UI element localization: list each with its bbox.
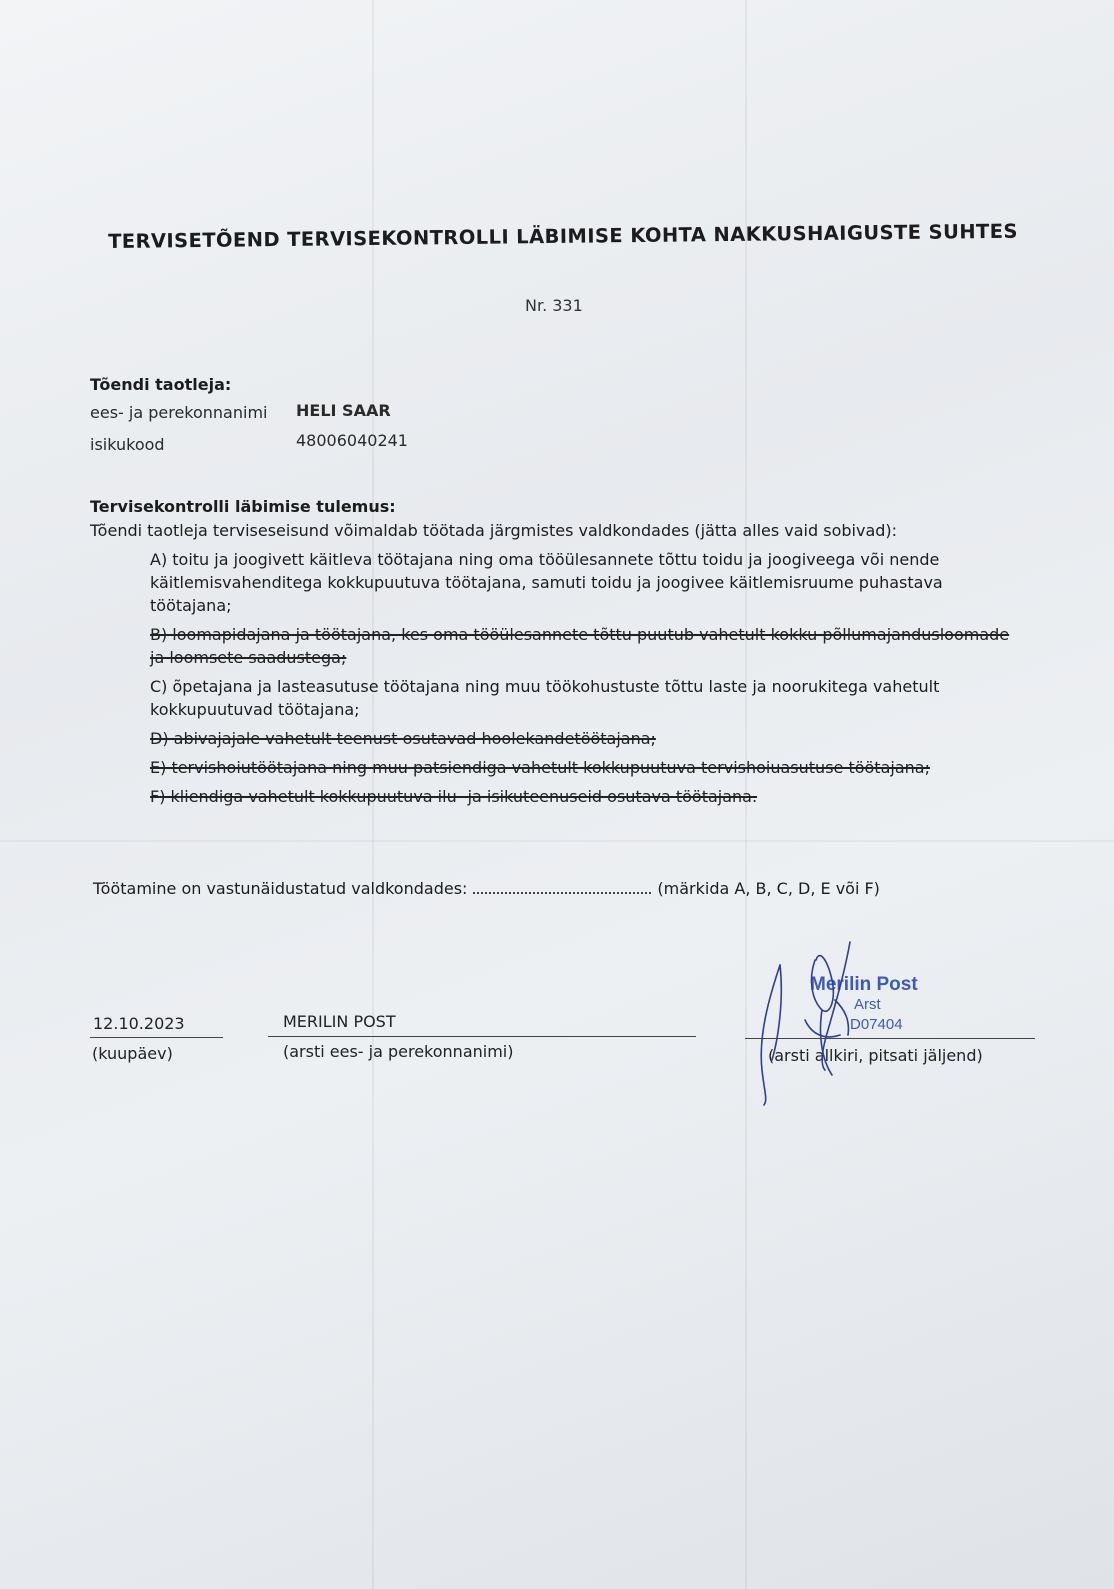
work-field-option-b: B) loomapidajana ja töötajana, kes oma tööülesannete tõttu puutub vahetult kokku põllumajandusloomade ja loomsete saadustega;	[150, 625, 1010, 667]
work-field-option-a: A) toitu ja joogivett käitleva töötajana ning oma tööülesannete tõttu toidu ja joogiveega või nende käitlemisvahenditega kokkupuutuva töötajana, samuti toidu ja joogivee käitlemisruume puhastava töötajana;	[150, 550, 943, 615]
document-title: TERVISETÕEND TERVISEKONTROLLI LÄBIMISE KOHTA NAKKUSHAIGUSTE SUHTES	[108, 219, 1018, 253]
name-label: ees- ja perekonnanimi	[90, 403, 268, 422]
applicant-id-code: 48006040241	[296, 431, 408, 450]
signature-caption: (arsti allkiri, pitsati jäljend)	[768, 1046, 983, 1065]
handwritten-signature	[750, 940, 890, 1110]
document-number: Nr. 331	[525, 296, 583, 315]
work-field-option-d: D) abivajajale vahetult teenust osutavad hoolekandetöötajana;	[150, 729, 656, 748]
work-field-option-e: E) tervishoiutöötajana ning muu patsiendiga vahetult kokkupuutuva tervishoiuasutuse töötajana;	[150, 758, 930, 777]
doctor-name-rule	[268, 1036, 696, 1037]
result-heading: Tervisekontrolli läbimise tulemus:	[90, 497, 396, 516]
contraindicated-fields-hint: (märkida A, B, C, D, E või F)	[657, 879, 880, 898]
doctor-name-value: MERILIN POST	[283, 1012, 396, 1031]
stamp-name: Merilin Post	[810, 974, 918, 995]
work-field-option-c: C) õpetajana ja lasteasutuse töötajana ning muu töökohustuste tõttu laste ja noorukitega vahetult kokkupuutuvad töötajana;	[150, 677, 940, 719]
contraindicated-fields-blank	[473, 880, 651, 894]
stamp-role: Arst	[854, 996, 881, 1013]
paper-fold	[0, 840, 1114, 842]
result-intro: Tõendi taotleja terviseseisund võimaldab töötada järgmistes valdkondades (jätta alles vaid sobivad):	[90, 521, 898, 540]
applicant-name: HELI SAAR	[296, 401, 391, 420]
work-field-options	[150, 548, 1010, 814]
date-caption: (kuupäev)	[92, 1044, 173, 1063]
date-rule	[90, 1037, 223, 1038]
id-code-label: isikukood	[90, 435, 165, 454]
contraindicated-fields-label: Töötamine on vastunäidustatud valdkondades:	[93, 879, 468, 898]
stamp-code: D07404	[850, 1016, 903, 1033]
doctor-name-caption: (arsti ees- ja perekonnanimi)	[283, 1042, 514, 1061]
work-field-option-f: F) kliendiga vahetult kokkupuutuva ilu- ja isikuteenuseid osutava töötajana.	[150, 787, 758, 806]
applicant-heading: Tõendi taotleja:	[90, 375, 232, 394]
date-value: 12.10.2023	[93, 1014, 185, 1033]
contraindicated-fields-line	[93, 879, 880, 898]
